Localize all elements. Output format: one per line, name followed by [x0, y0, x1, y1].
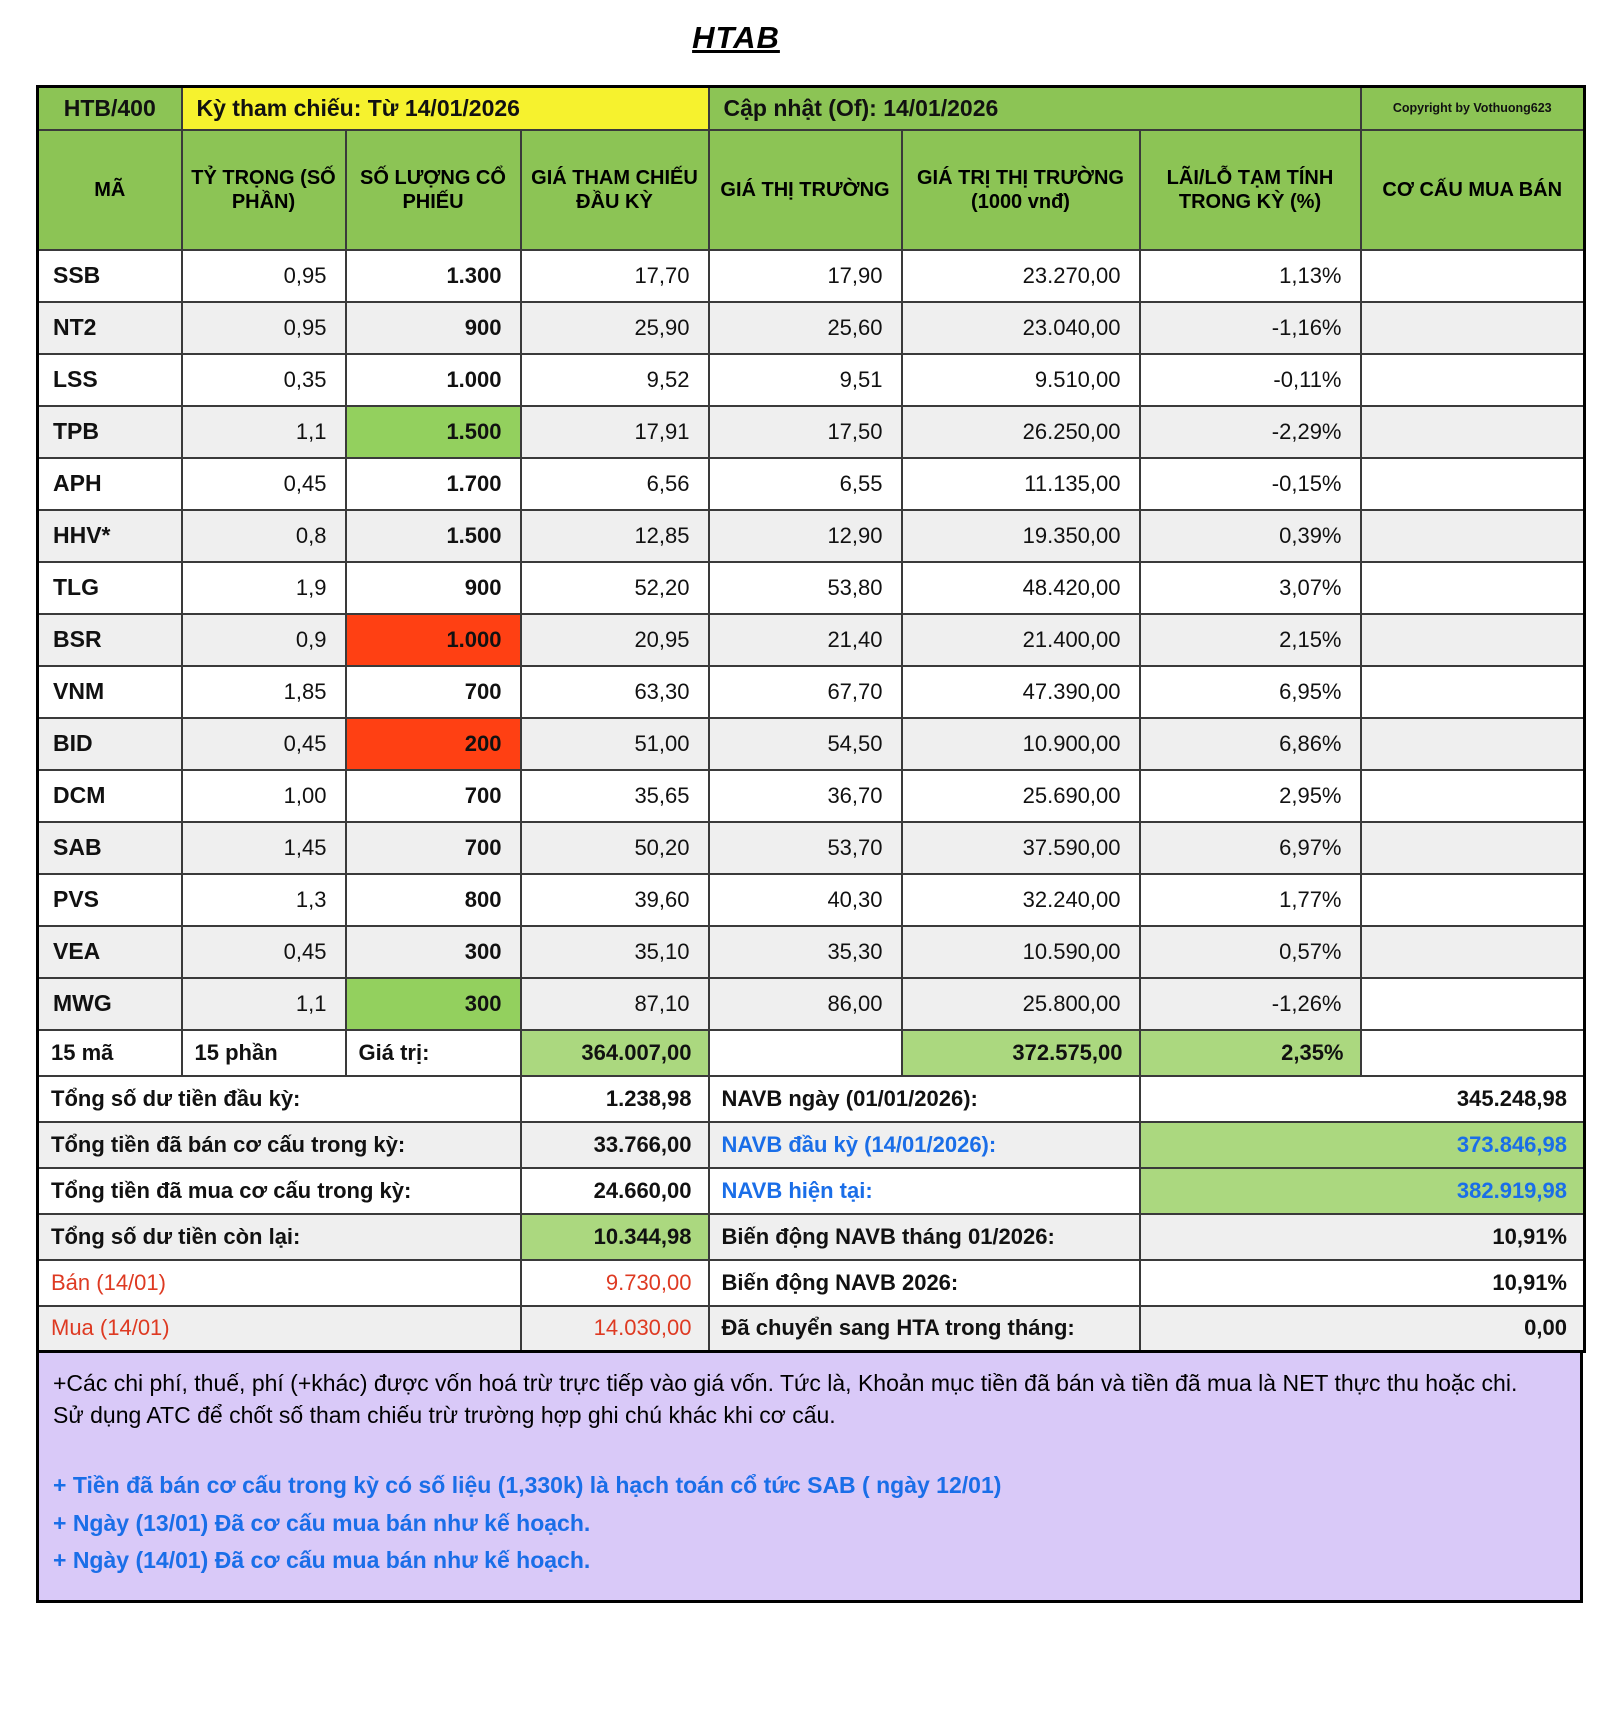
ref-price-cell: 25,90: [521, 302, 709, 354]
market-price-cell: 25,60: [709, 302, 902, 354]
ref-price-cell: 87,10: [521, 978, 709, 1030]
market-value-cell: 10.900,00: [902, 718, 1140, 770]
ref-price-cell: 9,52: [521, 354, 709, 406]
stock-rows: [38, 250, 1585, 1030]
weight-cell: 0,45: [182, 718, 346, 770]
pnl-cell: 3,07%: [1140, 562, 1361, 614]
column-header-market-price: GIÁ THỊ TRƯỜNG: [709, 130, 902, 250]
summary-row: [38, 1260, 1585, 1306]
column-header-weight: TỶ TRỌNG (SỐ PHẦN): [182, 130, 346, 250]
page-title: HTAB: [692, 20, 780, 55]
summary-right-label: NAVB hiện tại:: [709, 1168, 1140, 1214]
totals-empty-cell: [709, 1030, 902, 1076]
ticker-cell: NT2: [38, 302, 182, 354]
ref-price-cell: 63,30: [521, 666, 709, 718]
market-price-cell: 9,51: [709, 354, 902, 406]
restructure-cell: [1361, 874, 1585, 926]
ticker-cell: BSR: [38, 614, 182, 666]
summary-right-value: 373.846,98: [1140, 1122, 1585, 1168]
fund-code: HTB/400: [38, 87, 182, 130]
market-value-cell: 19.350,00: [902, 510, 1140, 562]
quantity-cell: 900: [346, 562, 521, 614]
table-row: [38, 978, 1585, 1030]
market-value-cell: 26.250,00: [902, 406, 1140, 458]
pnl-cell: -2,29%: [1140, 406, 1361, 458]
market-value-cell: 21.400,00: [902, 614, 1140, 666]
summary-left-label: Bán (14/01): [38, 1260, 521, 1306]
ref-price-cell: 35,10: [521, 926, 709, 978]
ticker-cell: APH: [38, 458, 182, 510]
summary-right-value: 10,91%: [1140, 1260, 1585, 1306]
totals-ref-value: 364.007,00: [521, 1030, 709, 1076]
ticker-cell: VEA: [38, 926, 182, 978]
summary-left-value: 9.730,00: [521, 1260, 709, 1306]
restructure-cell: [1361, 458, 1585, 510]
market-value-cell: 32.240,00: [902, 874, 1140, 926]
ticker-cell: BID: [38, 718, 182, 770]
note-line: + Ngày (14/01) Đã cơ cấu mua bán như kế hoạch.: [53, 1546, 591, 1573]
market-price-cell: 54,50: [709, 718, 902, 770]
quantity-cell: 700: [346, 666, 521, 718]
market-price-cell: 67,70: [709, 666, 902, 718]
totals-value-label: Giá trị:: [346, 1030, 521, 1076]
summary-row: [38, 1076, 1585, 1122]
table-row: [38, 770, 1585, 822]
restructure-cell: [1361, 926, 1585, 978]
market-value-cell: 11.135,00: [902, 458, 1140, 510]
summary-right-value: 345.248,98: [1140, 1076, 1585, 1122]
summary-left-label: Mua (14/01): [38, 1306, 521, 1352]
market-price-cell: 21,40: [709, 614, 902, 666]
weight-cell: 1,1: [182, 406, 346, 458]
notes-lines: [53, 1467, 1550, 1579]
ticker-cell: MWG: [38, 978, 182, 1030]
table-row: [38, 510, 1585, 562]
column-header-row: [38, 130, 1585, 250]
table-row: [38, 250, 1585, 302]
weight-cell: 0,45: [182, 458, 346, 510]
quantity-cell: 900: [346, 302, 521, 354]
market-price-cell: 6,55: [709, 458, 902, 510]
column-header-quantity: SỐ LƯỢNG CỔ PHIẾU: [346, 130, 521, 250]
weight-cell: 0,8: [182, 510, 346, 562]
column-header-market-value: GIÁ TRỊ THỊ TRƯỜNG (1000 vnđ): [902, 130, 1140, 250]
table-row: [38, 874, 1585, 926]
notes-box: [36, 1353, 1583, 1603]
summary-right-value: 382.919,98: [1140, 1168, 1585, 1214]
quantity-cell: 1.000: [346, 354, 521, 406]
ref-price-cell: 17,70: [521, 250, 709, 302]
restructure-cell: [1361, 510, 1585, 562]
ticker-cell: HHV*: [38, 510, 182, 562]
pnl-cell: -1,26%: [1140, 978, 1361, 1030]
ref-price-cell: 20,95: [521, 614, 709, 666]
pnl-cell: 0,39%: [1140, 510, 1361, 562]
ref-price-cell: 50,20: [521, 822, 709, 874]
pnl-cell: 2,95%: [1140, 770, 1361, 822]
restructure-cell: [1361, 302, 1585, 354]
summary-right-label: Biến động NAVB tháng 01/2026:: [709, 1214, 1140, 1260]
restructure-cell: [1361, 250, 1585, 302]
ref-price-cell: 39,60: [521, 874, 709, 926]
ticker-cell: SAB: [38, 822, 182, 874]
summary-right-label: NAVB ngày (01/01/2026):: [709, 1076, 1140, 1122]
totals-row: [38, 1030, 1585, 1076]
table-row: [38, 406, 1585, 458]
totals-market-value: 372.575,00: [902, 1030, 1140, 1076]
market-price-cell: 53,70: [709, 822, 902, 874]
quantity-cell: 1.700: [346, 458, 521, 510]
summary-row: [38, 1168, 1585, 1214]
totals-empty-cell: [1361, 1030, 1585, 1076]
market-price-cell: 40,30: [709, 874, 902, 926]
summary-right-value: 10,91%: [1140, 1214, 1585, 1260]
summary-right-label: Biến động NAVB 2026:: [709, 1260, 1140, 1306]
ticker-cell: DCM: [38, 770, 182, 822]
weight-cell: 0,95: [182, 302, 346, 354]
quantity-cell: 1.500: [346, 406, 521, 458]
totals-parts: 15 phần: [182, 1030, 346, 1076]
market-value-cell: 23.040,00: [902, 302, 1140, 354]
summary-right-value: 0,00: [1140, 1306, 1585, 1352]
market-value-cell: 10.590,00: [902, 926, 1140, 978]
table-row: [38, 302, 1585, 354]
quantity-cell: 1.500: [346, 510, 521, 562]
summary-left-label: Tổng số dư tiền còn lại:: [38, 1214, 521, 1260]
quantity-cell: 300: [346, 978, 521, 1030]
market-value-cell: 48.420,00: [902, 562, 1140, 614]
ticker-cell: LSS: [38, 354, 182, 406]
market-price-cell: 86,00: [709, 978, 902, 1030]
weight-cell: 0,35: [182, 354, 346, 406]
portfolio-sheet: [36, 85, 1583, 1603]
quantity-cell: 1.300: [346, 250, 521, 302]
summary-left-value: 10.344,98: [521, 1214, 709, 1260]
copyright-label: Copyright by Vothuong623: [1361, 87, 1585, 130]
market-price-cell: 12,90: [709, 510, 902, 562]
summary-left-value: 24.660,00: [521, 1168, 709, 1214]
restructure-cell: [1361, 354, 1585, 406]
summary-left-value: 33.766,00: [521, 1122, 709, 1168]
ref-price-cell: 52,20: [521, 562, 709, 614]
totals-count: 15 mã: [38, 1030, 182, 1076]
restructure-cell: [1361, 406, 1585, 458]
quantity-cell: 700: [346, 822, 521, 874]
weight-cell: 1,00: [182, 770, 346, 822]
market-value-cell: 25.690,00: [902, 770, 1140, 822]
summary-row: [38, 1306, 1585, 1352]
restructure-cell: [1361, 978, 1585, 1030]
pnl-cell: 1,77%: [1140, 874, 1361, 926]
summary-row: [38, 1122, 1585, 1168]
quantity-cell: 1.000: [346, 614, 521, 666]
summary-left-value: 1.238,98: [521, 1076, 709, 1122]
pnl-cell: 6,95%: [1140, 666, 1361, 718]
summary-right-label: NAVB đầu kỳ (14/01/2026):: [709, 1122, 1140, 1168]
restructure-cell: [1361, 562, 1585, 614]
quantity-cell: 800: [346, 874, 521, 926]
quantity-cell: 700: [346, 770, 521, 822]
weight-cell: 0,95: [182, 250, 346, 302]
ticker-cell: SSB: [38, 250, 182, 302]
ref-price-cell: 17,91: [521, 406, 709, 458]
table-row: [38, 718, 1585, 770]
column-header-restructure: CƠ CẤU MUA BÁN: [1361, 130, 1585, 250]
pnl-cell: -1,16%: [1140, 302, 1361, 354]
market-price-cell: 17,90: [709, 250, 902, 302]
market-value-cell: 9.510,00: [902, 354, 1140, 406]
quantity-cell: 300: [346, 926, 521, 978]
restructure-cell: [1361, 718, 1585, 770]
table-row: [38, 354, 1585, 406]
pnl-cell: 6,97%: [1140, 822, 1361, 874]
pnl-cell: -0,11%: [1140, 354, 1361, 406]
weight-cell: 1,45: [182, 822, 346, 874]
table-row: [38, 666, 1585, 718]
weight-cell: 1,9: [182, 562, 346, 614]
table-row: [38, 562, 1585, 614]
market-price-cell: 36,70: [709, 770, 902, 822]
ticker-cell: VNM: [38, 666, 182, 718]
column-header-pnl: LÃI/LỖ TẠM TÍNH TRONG KỲ (%): [1140, 130, 1361, 250]
table-row: [38, 822, 1585, 874]
summary-left-value: 14.030,00: [521, 1306, 709, 1352]
portfolio-table: [36, 85, 1586, 1353]
weight-cell: 1,3: [182, 874, 346, 926]
updated-date: Cập nhật (Of): 14/01/2026: [709, 87, 1361, 130]
totals-pnl-pct: 2,35%: [1140, 1030, 1361, 1076]
pnl-cell: 2,15%: [1140, 614, 1361, 666]
summary-left-label: Tổng tiền đã bán cơ cấu trong kỳ:: [38, 1122, 521, 1168]
pnl-cell: -0,15%: [1140, 458, 1361, 510]
market-value-cell: 47.390,00: [902, 666, 1140, 718]
quantity-cell: 200: [346, 718, 521, 770]
ticker-cell: TLG: [38, 562, 182, 614]
market-value-cell: 37.590,00: [902, 822, 1140, 874]
restructure-cell: [1361, 822, 1585, 874]
market-price-cell: 53,80: [709, 562, 902, 614]
ref-price-cell: 35,65: [521, 770, 709, 822]
table-row: [38, 614, 1585, 666]
market-value-cell: 23.270,00: [902, 250, 1140, 302]
ticker-cell: TPB: [38, 406, 182, 458]
pnl-cell: 0,57%: [1140, 926, 1361, 978]
weight-cell: 0,9: [182, 614, 346, 666]
column-header-ticker: MÃ: [38, 130, 182, 250]
ref-price-cell: 12,85: [521, 510, 709, 562]
summary-row: [38, 1214, 1585, 1260]
note-line: + Ngày (13/01) Đã cơ cấu mua bán như kế hoạch.: [53, 1509, 591, 1536]
pnl-cell: 1,13%: [1140, 250, 1361, 302]
summary-rows: [38, 1076, 1585, 1352]
restructure-cell: [1361, 666, 1585, 718]
weight-cell: 1,1: [182, 978, 346, 1030]
pnl-cell: 6,86%: [1140, 718, 1361, 770]
reference-period: Kỳ tham chiếu: Từ 14/01/2026: [182, 87, 709, 130]
summary-left-label: Tổng số dư tiền đầu kỳ:: [38, 1076, 521, 1122]
restructure-cell: [1361, 770, 1585, 822]
note-line: + Tiền đã bán cơ cấu trong kỳ có số liệu (1,330k) là hạch toán cổ tức SAB ( ngày 12/01): [53, 1472, 1002, 1499]
table-row: [38, 926, 1585, 978]
market-price-cell: 17,50: [709, 406, 902, 458]
meta-header-row: [38, 87, 1585, 130]
restructure-cell: [1361, 614, 1585, 666]
ref-price-cell: 51,00: [521, 718, 709, 770]
summary-left-label: Tổng tiền đã mua cơ cấu trong kỳ:: [38, 1168, 521, 1214]
weight-cell: 0,45: [182, 926, 346, 978]
market-value-cell: 25.800,00: [902, 978, 1140, 1030]
weight-cell: 1,85: [182, 666, 346, 718]
notes-paragraph: +Các chi phí, thuế, phí (+khác) được vốn hoá trừ trực tiếp vào giá vốn. Tức là, Khoản mục tiền đã bán và tiền đã mua là NET thực thu hoặc chi. Sử dụng ATC để chốt số tham chiếu trừ trường hợp ghi chú khác khi cơ cấu.: [53, 1370, 1518, 1429]
summary-right-label: Đã chuyển sang HTA trong tháng:: [709, 1306, 1140, 1352]
table-row: [38, 458, 1585, 510]
ticker-cell: PVS: [38, 874, 182, 926]
ref-price-cell: 6,56: [521, 458, 709, 510]
market-price-cell: 35,30: [709, 926, 902, 978]
column-header-ref-price: GIÁ THAM CHIẾU ĐẦU KỲ: [521, 130, 709, 250]
